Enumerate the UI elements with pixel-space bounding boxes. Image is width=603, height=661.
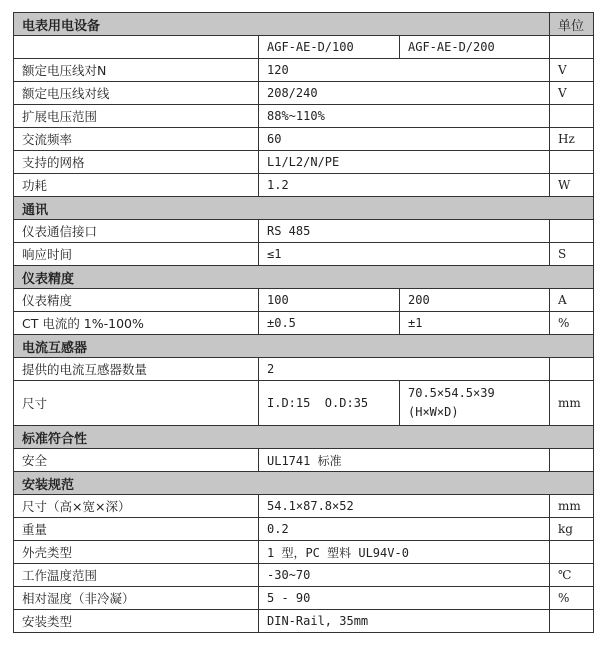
row-label: 尺寸 xyxy=(14,381,259,426)
section-header-comm xyxy=(14,197,594,220)
row-value: DIN-Rail, 35mm xyxy=(259,610,550,633)
row-value-100: ±0.5 xyxy=(259,312,400,335)
section-title: 安装规范 xyxy=(14,472,594,495)
row-label: 提供的电流互感器数量 xyxy=(14,358,259,381)
row-unit: kg xyxy=(550,518,594,541)
row-value-200: ±1 xyxy=(400,312,550,335)
table-row xyxy=(14,610,594,633)
section-header-accuracy xyxy=(14,266,594,289)
table-row xyxy=(14,289,594,312)
section-header-standards xyxy=(14,426,594,449)
row-value: UL1741 标准 xyxy=(259,449,550,472)
table-row xyxy=(14,518,594,541)
row-unit: V xyxy=(550,59,594,82)
row-unit xyxy=(550,610,594,633)
row-unit: mm xyxy=(550,381,594,426)
row-value: L1/L2/N/PE xyxy=(259,151,550,174)
row-value: 1 型，PC 塑料 UL94V-0 xyxy=(259,541,550,564)
row-unit: % xyxy=(550,312,594,335)
row-value: 5 - 90 xyxy=(259,587,550,610)
row-label: 仪表通信接口 xyxy=(14,220,259,243)
row-unit: S xyxy=(550,243,594,266)
spec-table xyxy=(13,12,594,633)
row-unit xyxy=(550,541,594,564)
table-row xyxy=(14,105,594,128)
row-value: 208/240 xyxy=(259,82,550,105)
empty-cell xyxy=(550,36,594,59)
row-value: ≤1 xyxy=(259,243,550,266)
row-value: 0.2 xyxy=(259,518,550,541)
model-100: AGF-AE-D/100 xyxy=(259,36,400,59)
row-unit xyxy=(550,151,594,174)
empty-cell xyxy=(14,36,259,59)
ct-dimension-value xyxy=(400,381,550,426)
row-label: 交流频率 xyxy=(14,128,259,151)
section-header-ct xyxy=(14,335,594,358)
row-value: 1.2 xyxy=(259,174,550,197)
section-header-install xyxy=(14,472,594,495)
table-row xyxy=(14,151,594,174)
row-value-200: 200 xyxy=(400,289,550,312)
model-row xyxy=(14,36,594,59)
table-row xyxy=(14,59,594,82)
row-unit: mm xyxy=(550,495,594,518)
row-label: 安全 xyxy=(14,449,259,472)
row-unit xyxy=(550,449,594,472)
row-label: 工作温度范围 xyxy=(14,564,259,587)
section-title: 电表用电设备 xyxy=(14,13,550,36)
row-value: 88%~110% xyxy=(259,105,550,128)
row-label: 重量 xyxy=(14,518,259,541)
row-unit: ℃ xyxy=(550,564,594,587)
ct-diameter-value: I.D:15 O.D:35 xyxy=(259,381,400,426)
row-value: 2 xyxy=(259,358,550,381)
row-value: RS 485 xyxy=(259,220,550,243)
row-unit xyxy=(550,105,594,128)
row-value: 60 xyxy=(259,128,550,151)
section-title: 通讯 xyxy=(14,197,594,220)
section-title: 标准符合性 xyxy=(14,426,594,449)
ct-dimension-line-2: (H×W×D) xyxy=(408,405,459,419)
table-row xyxy=(14,381,594,426)
row-label: 仪表精度 xyxy=(14,289,259,312)
table-row xyxy=(14,220,594,243)
row-label: 尺寸（高×宽×深） xyxy=(14,495,259,518)
table-row xyxy=(14,449,594,472)
row-label: 支持的网格 xyxy=(14,151,259,174)
row-label: 功耗 xyxy=(14,174,259,197)
table-row xyxy=(14,587,594,610)
row-label: 安装类型 xyxy=(14,610,259,633)
row-label: 扩展电压范围 xyxy=(14,105,259,128)
row-value: -30~70 xyxy=(259,564,550,587)
row-label: CT 电流的 1%-100% xyxy=(14,312,259,335)
row-unit xyxy=(550,358,594,381)
row-label: 外壳类型 xyxy=(14,541,259,564)
unit-column-header: 单位 xyxy=(550,13,594,36)
table-row xyxy=(14,243,594,266)
table-row xyxy=(14,82,594,105)
row-unit: V xyxy=(550,82,594,105)
section-header-device xyxy=(14,13,594,36)
table-row xyxy=(14,564,594,587)
ct-dimension-line-1: 70.5×54.5×39 xyxy=(408,386,495,400)
row-unit: A xyxy=(550,289,594,312)
table-row xyxy=(14,128,594,151)
row-label: 额定电压线对N xyxy=(14,59,259,82)
table-row xyxy=(14,174,594,197)
section-title: 仪表精度 xyxy=(14,266,594,289)
row-label: 响应时间 xyxy=(14,243,259,266)
row-unit: Hz xyxy=(550,128,594,151)
table-row xyxy=(14,495,594,518)
row-value: 120 xyxy=(259,59,550,82)
table-row xyxy=(14,358,594,381)
model-200: AGF-AE-D/200 xyxy=(400,36,550,59)
row-value: 54.1×87.8×52 xyxy=(259,495,550,518)
table-row xyxy=(14,541,594,564)
row-unit: % xyxy=(550,587,594,610)
row-unit xyxy=(550,220,594,243)
row-unit: W xyxy=(550,174,594,197)
row-label: 额定电压线对线 xyxy=(14,82,259,105)
row-label: 相对湿度（非冷凝） xyxy=(14,587,259,610)
table-row xyxy=(14,312,594,335)
row-value-100: 100 xyxy=(259,289,400,312)
section-title: 电流互感器 xyxy=(14,335,594,358)
